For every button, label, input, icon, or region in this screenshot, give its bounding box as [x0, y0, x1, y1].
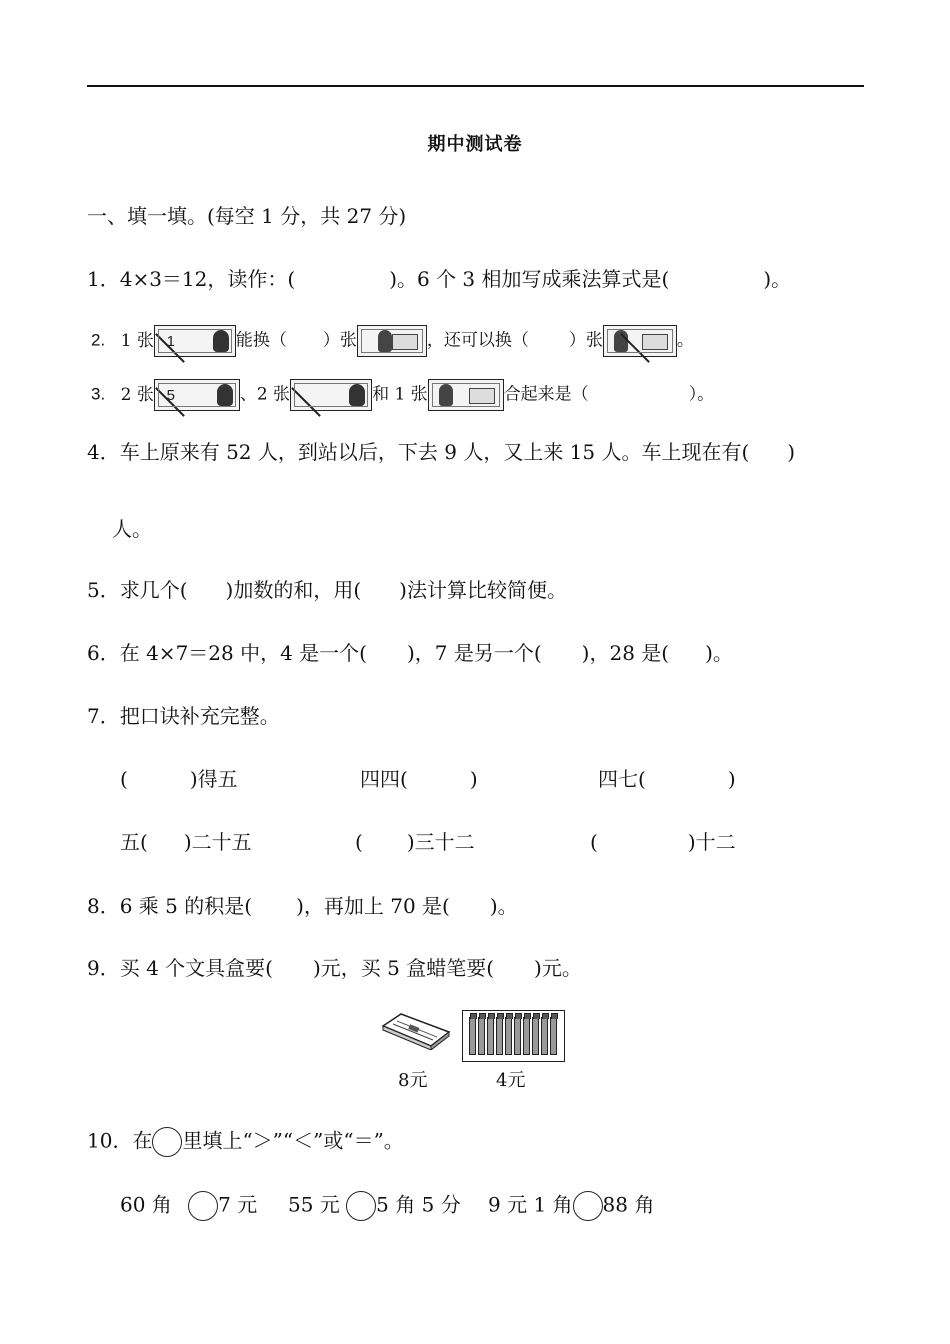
rhyme-item: ( )得五 [120, 767, 238, 791]
compare-item: 9 元 1 角 88 角 [488, 1191, 654, 1221]
rhyme-item: 五( )二十五 [120, 830, 252, 854]
compare-circle-input[interactable] [188, 1191, 218, 1221]
compare-item: 60 角 7 元 [120, 1191, 257, 1221]
banknote-5-yuan-image: 5 [154, 379, 240, 411]
rhyme-item: ( )三十二 [355, 830, 475, 854]
banknote-1-yuan-image [290, 379, 372, 411]
section-heading: 一、填一填。(每空 1 分，共 27 分) [87, 204, 407, 228]
question-7: 7．把口诀补充完整。 [87, 704, 280, 728]
rhyme-item: 四四( ) [360, 767, 478, 791]
question-1: 1．4×3＝12，读作：( )。6 个 3 相加写成乘法算式是( )。 [87, 267, 792, 291]
banknote-5-jiao-image [428, 379, 504, 411]
compare-item: 55 元 5 角 5 分 [288, 1191, 461, 1221]
question-4: 4．车上原来有 52 人，到站以后，下去 9 人，又上来 15 人。车上现在有( ) [87, 440, 796, 464]
top-rule [87, 85, 864, 87]
compare-circle-icon [152, 1127, 182, 1157]
question-2: 2. 1 张 1 能换（ ）张 ，还可以换（ ）张 。 [91, 325, 694, 357]
rhyme-item: 四七( ) [598, 767, 736, 791]
question-4-continued: 人。 [112, 517, 152, 541]
question-3: 3. 2 张 5 、2 张 和 1 张 合起来是（ ）。 [91, 379, 714, 411]
banknote-1-yuan-image: 1 [154, 325, 236, 357]
pencil-box-image [381, 1012, 451, 1050]
banknote-5-jiao-image [357, 325, 427, 357]
page-title: 期中测试卷 [427, 134, 523, 155]
question-8: 8．6 乘 5 的积是( )，再加上 70 是( )。 [87, 894, 518, 918]
question-10: 10．在 里填上“＞”“＜”或“＝”。 [87, 1127, 404, 1157]
pencil-box-price: 8元 [398, 1070, 428, 1091]
question-9: 9．买 4 个文具盒要( )元，买 5 盒蜡笔要( )元。 [87, 956, 582, 980]
crayon-box-image [462, 1010, 565, 1062]
question-5: 5．求几个( )加数的和，用( )法计算比较简便。 [87, 578, 567, 602]
rhyme-item: ( )十二 [590, 830, 736, 854]
compare-circle-input[interactable] [346, 1191, 376, 1221]
compare-circle-input[interactable] [573, 1191, 603, 1221]
banknote-1-jiao-image [603, 325, 677, 357]
crayon-box-price: 4元 [496, 1070, 526, 1091]
question-6: 6．在 4×7＝28 中，4 是一个( )，7 是另一个( )，28 是( )。 [87, 641, 733, 665]
